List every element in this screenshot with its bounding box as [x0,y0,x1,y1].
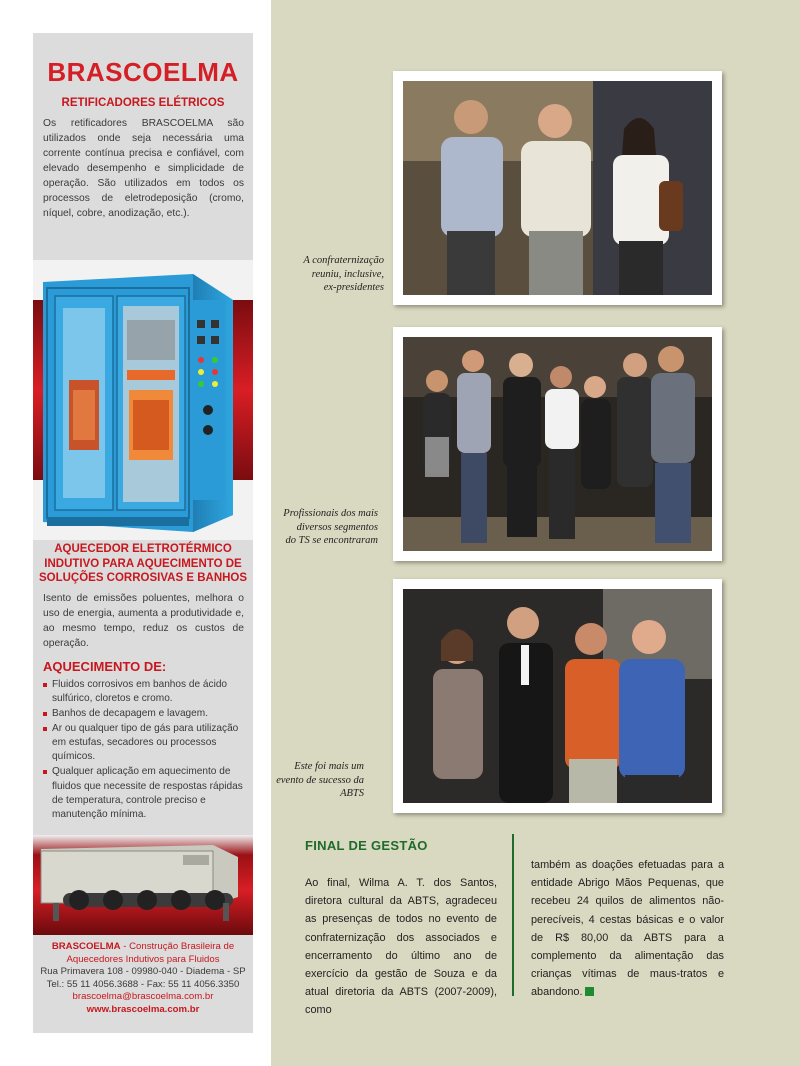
company-line-2: Aquecedores Indutivos para Fluidos [66,953,220,965]
event-photo-2 [393,327,722,561]
heater-heading-line-3: SOLUÇÕES CORROSIVAS E BANHOS [38,572,248,584]
caption-line: reuniu, inclusive, [311,268,384,280]
heating-uses-list [43,678,245,823]
caption-line: do TS se encontraram [285,535,378,546]
photo-1-caption [271,254,384,295]
advertisement-panel [33,33,253,1033]
article-page [271,0,800,1066]
rectifier-cabinet-image [33,260,253,540]
caption-line: Este foi mais um [294,761,364,772]
photo-3-caption [271,760,364,801]
list-item: Banhos de decapagem e lavagem. [43,707,245,721]
rectifiers-description: Os retificadores BRASCOELMA são utilizados onde seja necessária uma corrente contínua precisa e confiável, com elevado desempenho e simplicidade de operação. São utilizados em todos os processos de eletrodeposição (cromo, níquel, cobre, anodização, etc.). [43,118,244,219]
event-photo-1 [393,71,722,305]
contact-brand: BRASCOELMA [51,941,121,952]
heater-equipment-image [33,835,253,935]
photo-2-caption [271,507,378,548]
heater-description: Isento de emissões poluentes, melhora o uso de energia, aumenta a produtividade e, ao mesmo tempo, reduz os custos de operação. [43,593,244,649]
contact-phones: Tel.: 55 11 4056.3688 - Fax: 55 11 4056.3350 [46,978,240,990]
article-title: FINAL DE GESTÃO [305,838,428,853]
caption-line: ex-presidentes [323,282,384,293]
caption-line: diversos segmentos [296,521,378,533]
rectifiers-heading: RETIFICADORES ELÉTRICOS [61,97,225,109]
list-item: Fluidos corrosivos em banhos de ácido sulfúrico, cloretos e cromo. [43,678,245,707]
heater-heading [33,542,253,586]
list-item: Qualquer aplicação em aquecimento de fluidos que necessite de respostas rápidas de temperatura, controle preciso e manutenção mínima. [43,765,245,822]
contact-website[interactable]: www.brascoelma.com.br [86,1003,200,1015]
column-divider [512,834,514,996]
caption-line: ABTS [340,788,364,799]
event-photo-3 [393,579,722,813]
article-column-2 [531,856,724,1002]
article-column-2-text: também as doações efetuadas para a entidade Abrigo Mãos Pequenas, que recebeu 24 quilos de alimentos não-perecíveis, 4 cestas básicas e o valor de R$ 80,00 da ABTS para a complemento da alimentação das crianças vítimas de maus-tratos e abandono. [531,859,724,999]
contact-block [33,941,253,1017]
list-item: Ar ou qualquer tipo de gás para utilização em estufas, secadores ou processos químicos. [43,722,245,765]
end-of-article-mark [585,987,594,996]
article-column-1: Ao final, Wilma A. T. dos Santos, diretora cultural da ABTS, agradeceu as presenças de todos no evento de confraternização dos associados e encerramento do último ano de exercício da gestão de Souza e da atual diretoria da ABTS (2007-2009), como [305,877,497,1017]
heating-uses-heading: AQUECIMENTO DE: [43,659,167,674]
caption-line: Profissionais dos mais [283,508,378,519]
contact-email[interactable]: brascoelma@brascoelma.com.br [72,991,214,1003]
caption-line: evento de sucesso da [276,774,364,786]
brand-logo: BRASCOELMA [47,57,239,87]
caption-line: A confraternização [303,255,384,266]
contact-address: Rua Primavera 108 - 09980-040 - Diadema - SP [40,966,246,978]
heater-heading-line-2: INDUTIVO PARA AQUECIMENTO DE [44,557,242,570]
heater-heading-line-1: AQUECEDOR ELETROTÉRMICO [54,543,232,555]
company-line-1: - Construção Brasileira de [120,941,235,952]
